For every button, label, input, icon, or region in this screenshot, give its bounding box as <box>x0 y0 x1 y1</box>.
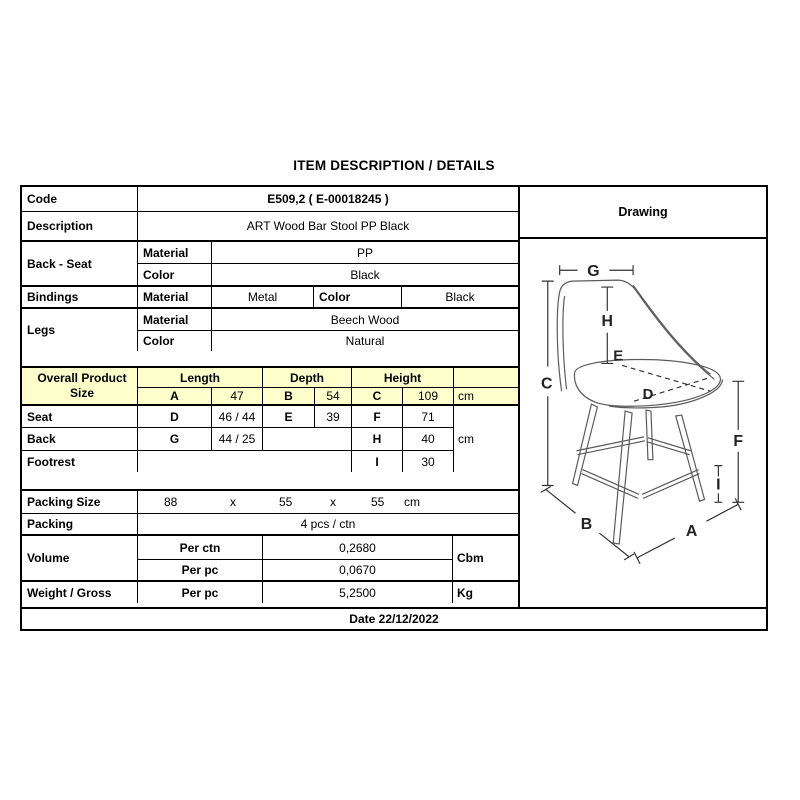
bindings-color-value: Black <box>402 287 518 309</box>
seat-length-value: 46 / 44 <box>212 406 263 428</box>
back-height-key: H <box>352 428 403 451</box>
code-value: E509,2 ( E-00018245 ) <box>138 187 518 212</box>
back-seat-label: Back - Seat <box>22 242 138 287</box>
overall-unit: cm <box>454 388 518 406</box>
drawing-panel <box>518 187 766 607</box>
per-pc-value: 0,0670 <box>263 560 453 582</box>
dimension-lines <box>541 265 744 564</box>
weight-unit: Kg <box>457 585 473 600</box>
code-label: Code <box>22 187 138 212</box>
bindings-material-label: Material <box>138 287 212 309</box>
packing-dim1: 88 <box>164 495 178 509</box>
footrest-empty <box>138 451 352 472</box>
dim-label-f: F <box>733 432 744 450</box>
overall-depth-key: B <box>263 388 315 406</box>
date-row: Date 22/12/2022 <box>22 607 766 629</box>
packing-size-value <box>138 491 518 514</box>
dim-label-g: G <box>587 263 600 281</box>
packing-sep2: x <box>330 495 336 509</box>
dim-label-c: C <box>541 375 553 393</box>
legs-material-label: Material <box>138 309 212 331</box>
overall-depth-value: 54 <box>315 388 352 406</box>
back-seat-material-value: PP <box>212 242 518 264</box>
back-height-value: 40 <box>403 428 454 451</box>
page-title: ITEM DESCRIPTION / DETAILS <box>293 158 495 173</box>
footrest-height-key: I <box>352 451 403 472</box>
description-value: ART Wood Bar Stool PP Black <box>138 212 518 242</box>
depth-header: Depth <box>263 368 352 388</box>
per-ctn-value: 0,2680 <box>263 536 453 560</box>
dim-label-a: A <box>685 523 698 541</box>
back-length-key: G <box>138 428 212 451</box>
packing-dim2: 55 <box>279 495 293 509</box>
size-section <box>22 368 518 472</box>
weight-label: Weight / Gross <box>22 582 138 603</box>
size-header-corner <box>454 368 518 388</box>
weight-per-label: Per pc <box>138 582 263 603</box>
packing-size-label: Packing Size <box>22 491 138 514</box>
back-seat-color-label: Color <box>138 264 212 287</box>
seat-depth-key: E <box>263 406 315 428</box>
dim-label-i: I <box>716 476 721 494</box>
bindings-color-label: Color <box>314 287 402 309</box>
section-gap <box>22 351 518 368</box>
size-rows-unit: cm <box>458 432 474 446</box>
seat-length-key: D <box>138 406 212 428</box>
legs-color-label: Color <box>138 331 212 351</box>
dim-label-e: E <box>613 348 624 365</box>
dim-label-h: H <box>601 312 614 330</box>
legs-label: Legs <box>22 309 138 351</box>
back-length-value: 44 / 25 <box>212 428 263 451</box>
packing-sep1: x <box>230 495 236 509</box>
length-header: Length <box>138 368 263 388</box>
packing-dim3: 55 <box>371 495 385 509</box>
spec-table <box>20 185 768 631</box>
size-header-label: Overall Product Size <box>22 368 138 406</box>
section-gap <box>22 472 518 491</box>
weight-value: 5,2500 <box>263 582 453 603</box>
bindings-label: Bindings <box>22 287 138 309</box>
dimension-labels <box>541 263 743 540</box>
height-header: Height <box>352 368 454 388</box>
chair-sketch <box>557 280 722 544</box>
overall-length-value: 47 <box>212 388 263 406</box>
packing-label: Packing <box>22 514 138 536</box>
seat-height-key: F <box>352 406 403 428</box>
per-pc-label: Per pc <box>138 560 263 582</box>
dim-label-b: B <box>580 516 593 534</box>
legs-material-value: Beech Wood <box>212 309 518 331</box>
drawing-header: Drawing <box>520 187 766 239</box>
legs-color-value: Natural <box>345 334 385 348</box>
volume-unit: Cbm <box>453 536 518 582</box>
description-label: Description <box>22 212 138 242</box>
seat-depth-value: 39 <box>315 406 352 428</box>
per-ctn-label: Per ctn <box>138 536 263 560</box>
footrest-height-value: 30 <box>403 451 454 472</box>
drawing-area <box>520 239 766 607</box>
overall-height-key: C <box>352 388 403 406</box>
packing-size-unit: cm <box>404 495 420 509</box>
seat-row-label: Seat <box>22 406 138 428</box>
bindings-material-value: Metal <box>212 287 314 309</box>
overall-height-value: 109 <box>403 388 454 406</box>
seat-height-value: 71 <box>403 406 454 428</box>
back-seat-color-value: Black <box>212 264 518 287</box>
footrest-row-label: Footrest <box>22 451 138 472</box>
back-depth-empty <box>263 428 352 451</box>
chair-drawing <box>520 239 766 602</box>
overall-length-key: A <box>138 388 212 406</box>
back-row-label: Back <box>22 428 138 451</box>
volume-label: Volume <box>22 536 138 582</box>
packing-section <box>22 491 518 603</box>
info-section <box>22 187 518 351</box>
packing-value: 4 pcs / ctn <box>138 514 518 536</box>
dim-label-d: D <box>642 387 654 404</box>
spec-table-left <box>22 187 518 607</box>
back-seat-material-label: Material <box>138 242 212 264</box>
